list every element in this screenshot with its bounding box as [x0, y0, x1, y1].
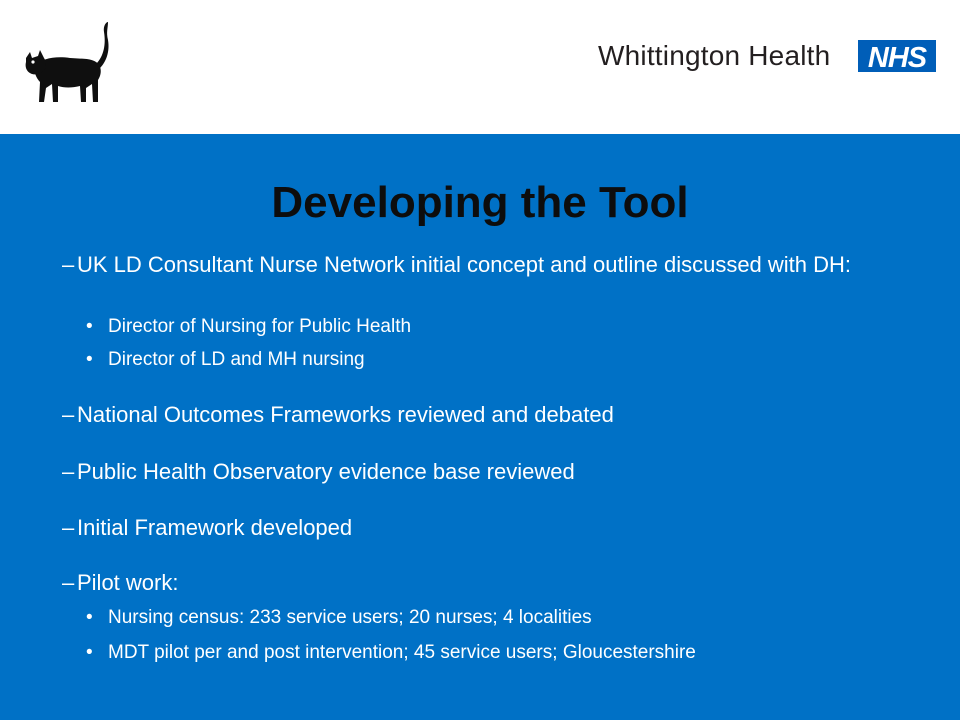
bullet-marker: •	[86, 607, 93, 628]
dash-marker: –	[62, 515, 75, 540]
dash-marker: –	[62, 252, 75, 277]
list-item-text: National Outcomes Frameworks reviewed and debated	[77, 402, 614, 427]
sub-list-item	[86, 316, 926, 338]
nhs-logo-text: NHS	[867, 42, 927, 72]
dash-marker: –	[62, 570, 75, 595]
organisation-name: Whittington Health	[598, 40, 831, 71]
sub-list-item-text: Nursing census: 233 service users; 20 nurses; 4 localities	[108, 607, 592, 628]
list-item-text: UK LD Consultant Nurse Network initial concept and outline discussed with DH:	[77, 252, 852, 277]
list-item	[62, 515, 882, 541]
nhs-logo	[858, 40, 936, 72]
sub-list-item	[86, 349, 926, 371]
sub-list-item-text: Director of LD and MH nursing	[108, 349, 365, 370]
sub-list-item-text: Director of Nursing for Public Health	[108, 316, 412, 337]
slide-title: Developing the Tool	[271, 178, 689, 227]
bullet-marker: •	[86, 349, 93, 370]
list-item-text: Initial Framework developed	[77, 515, 353, 540]
header-bar	[0, 0, 960, 134]
bullet-marker: •	[86, 642, 93, 663]
list-item	[62, 459, 882, 485]
dash-marker: –	[62, 402, 75, 427]
list-item	[62, 570, 882, 596]
list-item-text: Public Health Observatory evidence base reviewed	[77, 459, 575, 484]
list-item	[62, 402, 882, 428]
dash-marker: –	[62, 459, 75, 484]
slide-body	[0, 134, 960, 720]
black-cat-icon	[22, 18, 114, 110]
sub-list-item-text: MDT pilot per and post intervention; 45 service users; Gloucestershire	[108, 642, 696, 663]
list-item	[62, 252, 882, 278]
sub-list-item	[86, 607, 926, 629]
list-item-text: Pilot work:	[77, 570, 179, 595]
sub-list-item	[86, 642, 926, 664]
bullet-marker: •	[86, 316, 93, 337]
